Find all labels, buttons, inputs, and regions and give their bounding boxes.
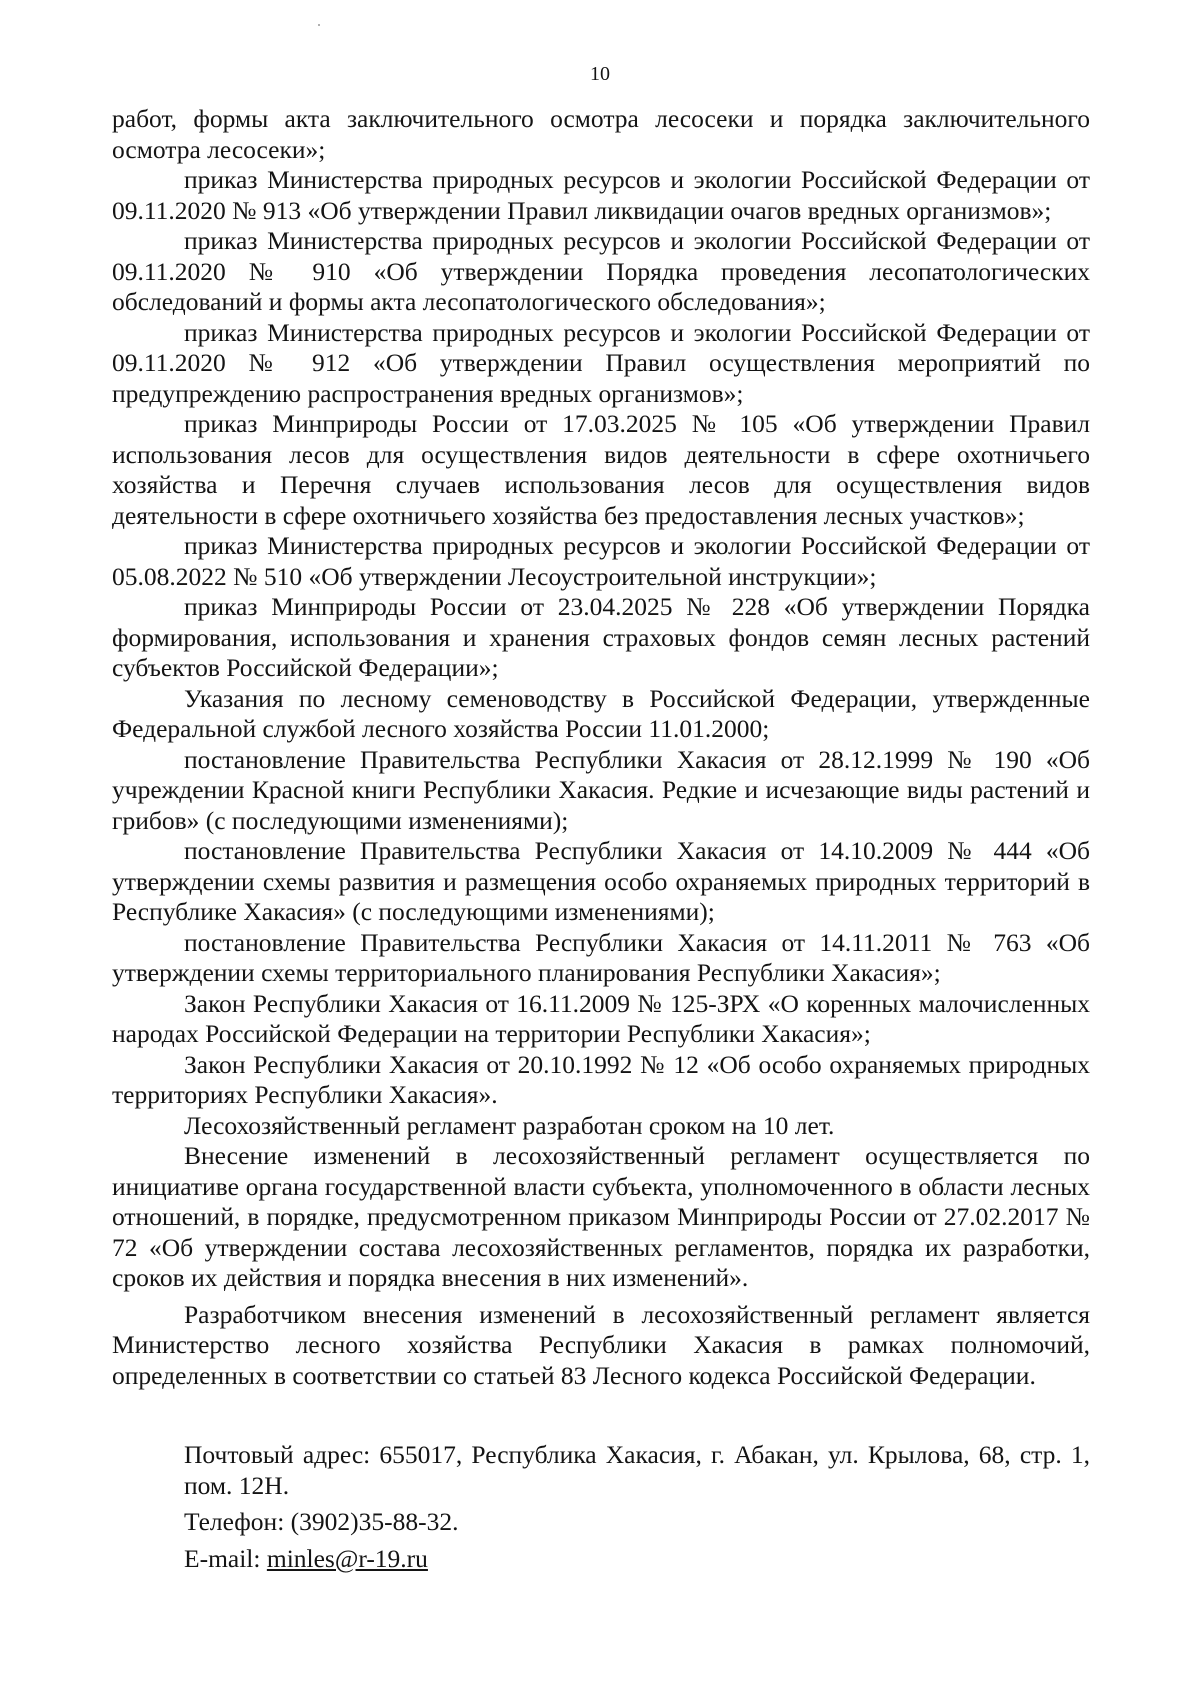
paragraph-term: Лесохозяйственный регламент разработан сроком на 10 лет.: [184, 1110, 835, 1140]
paragraph-order-105: приказ Минприроды России от 17.03.2025 № 105 «Об утверждении Правил использования лесов для осуществления видов деятельности в сфере охотничьего хозяйства и Перечня случаев использования лесов для осуществления видов деятельности в сфере охотничьего хозяйства без предоставления лесных участков»;: [112, 409, 1090, 530]
paragraph-order-510: приказ Министерства природных ресурсов и экологии Российской Федерации от 05.08.2022 № 510 «Об утверждении Лесоустроительной инструкции»;: [112, 531, 1090, 591]
email-line: [112, 1544, 1090, 1575]
email-link[interactable]: minles@r-19.ru: [266, 1543, 428, 1573]
paragraph-resolution-444: постановление Правительства Республики Хакасия от 14.10.2009 № 444 «Об утверждении схемы развития и размещения особо охраняемых природных территорий в Республике Хакасия» (с последующими изменениями);: [112, 836, 1090, 926]
scan-speck: [318, 24, 320, 26]
postal-address: Почтовый адрес: 655017, Республика Хакасия, г. Абакан, ул. Крылова, 68, стр. 1, пом. 12Н.: [184, 1440, 1090, 1500]
page-number: 10: [590, 63, 610, 85]
contact-block: [112, 1440, 1090, 1580]
paragraph-law-12: Закон Республики Хакасия от 20.10.1992 № 12 «Об особо охраняемых природных территориях Республики Хакасия».: [112, 1049, 1090, 1109]
paragraph-seed-guidelines: Указания по лесному семеноводству в Российской Федерации, утвержденные Федеральной службой лесного хозяйства России 11.01.2000;: [112, 683, 1090, 743]
paragraph-order-913: приказ Министерства природных ресурсов и экологии Российской Федерации от 09.11.2020 № 913 «Об утверждении Правил ликвидации очагов вредных организмов»;: [112, 165, 1090, 225]
paragraph-continuation: работ, формы акта заключительного осмотра лесосеки и порядка заключительного осмотра лесосеки»;: [112, 104, 1090, 164]
phone-number: Телефон: (3902)35-88-32.: [184, 1507, 459, 1536]
paragraph-developer: Разработчиком внесения изменений в лесохозяйственный регламент является Министерство лесного хозяйства Республики Хакасия в рамках полномочий, определенных в соответствии со статьей 83 Лесного кодекса Российской Федерации.: [112, 1299, 1090, 1390]
paragraph-law-125: Закон Республики Хакасия от 16.11.2009 № 125-ЗРХ «О коренных малочисленных народах Российской Федерации на территории Республики Хакасия»;: [112, 988, 1090, 1048]
paragraph-resolution-190: постановление Правительства Республики Хакасия от 28.12.1999 № 190 «Об учреждении Красной книги Республики Хакасия. Редкие и исчезающие виды растений и грибов» (с последующими изменениями);: [112, 744, 1090, 835]
paragraph-amendments: Внесение изменений в лесохозяйственный регламент осуществляется по инициативе органа государственной власти субъекта, уполномоченного в области лесных отношений, в порядке, предусмотренном приказом Минприроды России от 27.02.2017 № 72 «Об утверждении состава лесохозяйственных регламентов, порядка их разработки, сроков их действия и порядка внесения в них изменений».: [112, 1141, 1090, 1292]
paragraph-order-910: приказ Министерства природных ресурсов и экологии Российской Федерации от 09.11.2020 № 910 «Об утверждении Порядка проведения лесопатологических обследований и формы акта лесопатологического обследования»;: [112, 226, 1090, 316]
paragraph-resolution-763: постановление Правительства Республики Хакасия от 14.11.2011 № 763 «Об утверждении схемы территориального планирования Республики Хакасия»;: [112, 927, 1090, 987]
paragraph-order-912: приказ Министерства природных ресурсов и экологии Российской Федерации от 09.11.2020 № 912 «Об утверждении Правил осуществления мероприятий по предупреждению распространения вредных организмов»;: [112, 317, 1090, 408]
document-body: [112, 104, 1090, 1391]
paragraph-order-228: приказ Минприроды России от 23.04.2025 № 228 «Об утверждении Порядка формирования, использования и хранения страховых фондов семян лесных растений субъектов Российской Федерации»;: [112, 592, 1090, 682]
email-label: E-mail:: [184, 1543, 267, 1573]
